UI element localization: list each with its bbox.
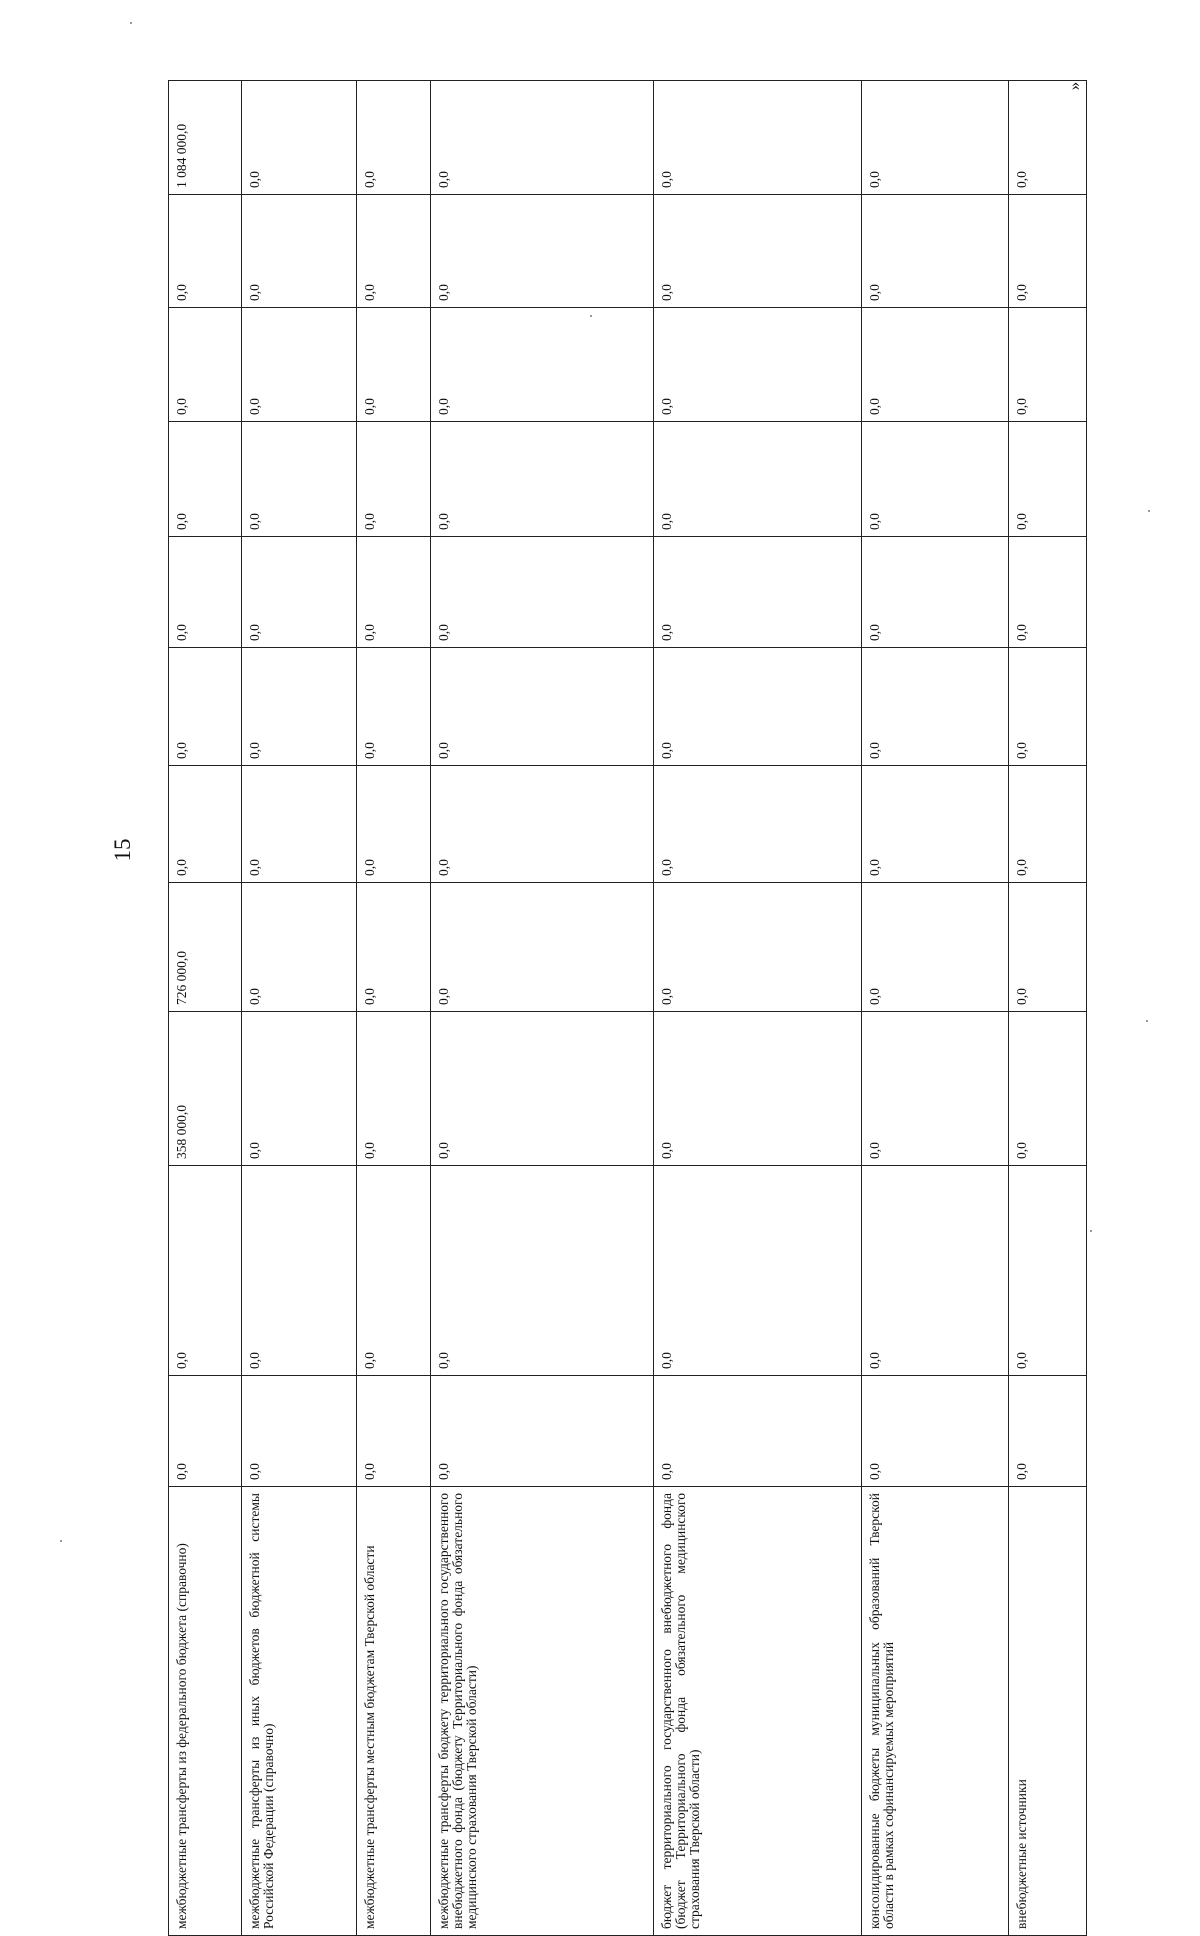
table-cell: [654, 1376, 862, 1487]
cell-value: 0,0: [1014, 742, 1029, 759]
table-cell: [431, 1376, 654, 1487]
table-cell: [357, 1376, 431, 1487]
row-label: бюджет территориального государственного внебюджетного фонда (бюджет Территориального фонда обязательного медицинского страхования Тверской области): [659, 1493, 702, 1929]
cell-value: 0,0: [436, 859, 451, 876]
table-cell: [862, 1487, 1009, 1936]
cell-value: 0,0: [362, 1463, 377, 1480]
table-cell: [357, 422, 431, 537]
table-cell: [242, 81, 357, 195]
scan-speck: [130, 22, 132, 24]
cell-value: 0,0: [247, 624, 262, 641]
cell-value: 0,0: [867, 513, 882, 530]
cell-value: 0,0: [867, 988, 882, 1005]
cell-value: 0,0: [659, 742, 674, 759]
cell-value: 0,0: [659, 171, 674, 188]
cell-value: 0,0: [174, 398, 189, 415]
cell-value: 0,0: [1014, 284, 1029, 301]
table-cell: [431, 81, 654, 195]
table-row: [169, 1012, 1087, 1166]
cell-value: 0,0: [362, 988, 377, 1005]
table-cell: [862, 1012, 1009, 1166]
table-cell: [242, 766, 357, 883]
cell-value: 0,0: [247, 859, 262, 876]
cell-value: 0,0: [1014, 1463, 1029, 1480]
table-cell: [242, 1166, 357, 1376]
cell-value: 0,0: [362, 742, 377, 759]
cell-value: 0,0: [436, 171, 451, 188]
cell-value: 0,0: [659, 284, 674, 301]
table-cell: [862, 766, 1009, 883]
cell-value: 0,0: [659, 398, 674, 415]
cell-value: 0,0: [867, 1352, 882, 1369]
table-cell: [357, 195, 431, 308]
cell-value: 0,0: [436, 513, 451, 530]
table-cell: [654, 537, 862, 648]
cell-value: 0,0: [362, 513, 377, 530]
table-cell: [1009, 648, 1087, 766]
cell-value: 0,0: [247, 513, 262, 530]
cell-value: 0,0: [867, 171, 882, 188]
cell-value: 0,0: [247, 988, 262, 1005]
table-cell: [654, 1166, 862, 1376]
cell-value: 0,0: [362, 398, 377, 415]
table-row: [169, 81, 1087, 195]
row-label: межбюджетные трансферты бюджету территориального государственного внебюджетного фонда (бюджету Территориального фонда обязательного медицинского страхования Тверской области): [436, 1493, 479, 1929]
cell-value: 0,0: [659, 624, 674, 641]
cell-value: 0,0: [1014, 1142, 1029, 1159]
table-cell: [1009, 81, 1087, 195]
table-cell: [357, 648, 431, 766]
cell-value: 0,0: [362, 1142, 377, 1159]
table-cell: [169, 1012, 242, 1166]
table-cell: [862, 1376, 1009, 1487]
table-cell: [431, 1166, 654, 1376]
cell-value: 358 000,0: [174, 1105, 189, 1159]
table-cell: [242, 883, 357, 1012]
table-cell: [654, 1487, 862, 1936]
cell-value: 0,0: [659, 859, 674, 876]
table-cell: [242, 308, 357, 422]
cell-value: 0,0: [247, 171, 262, 188]
table-cell: [654, 81, 862, 195]
table-cell: [654, 648, 862, 766]
table-cell: [431, 422, 654, 537]
table-cell: [431, 883, 654, 1012]
table-cell: [169, 1487, 242, 1936]
cell-value: 0,0: [436, 284, 451, 301]
cell-value: 0,0: [867, 1142, 882, 1159]
table-cell: [169, 648, 242, 766]
table-cell: [242, 537, 357, 648]
cell-value: 0,0: [867, 742, 882, 759]
cell-value: 0,0: [174, 513, 189, 530]
table-cell: [431, 195, 654, 308]
table-cell: [1009, 422, 1087, 537]
cell-value: 0,0: [659, 1352, 674, 1369]
cell-value: 0,0: [362, 859, 377, 876]
table-cell: [169, 1166, 242, 1376]
table-cell: [862, 81, 1009, 195]
table-cell: [1009, 1376, 1087, 1487]
cell-value: 0,0: [1014, 624, 1029, 641]
table-cell: [357, 81, 431, 195]
cell-value: 0,0: [247, 1352, 262, 1369]
cell-value: 0,0: [436, 1352, 451, 1369]
table-cell: [242, 1012, 357, 1166]
table-cell: [654, 766, 862, 883]
table-cell: [654, 308, 862, 422]
cell-value: 0,0: [436, 398, 451, 415]
table-cell: [862, 883, 1009, 1012]
cell-value: 0,0: [362, 171, 377, 188]
table-cell: [169, 81, 242, 195]
table-cell: [1009, 1487, 1087, 1936]
table-cell: [1009, 883, 1087, 1012]
table-cell: [169, 195, 242, 308]
cell-value: 0,0: [867, 859, 882, 876]
scan-speck: [1146, 1020, 1148, 1022]
cell-value: 0,0: [659, 1463, 674, 1480]
cell-value: 0,0: [174, 742, 189, 759]
table-cell: [1009, 537, 1087, 648]
table-cell: [654, 195, 862, 308]
cell-value: 0,0: [867, 284, 882, 301]
cell-value: 0,0: [1014, 988, 1029, 1005]
row-label: межбюджетные трансферты из федерального бюджета (справочно): [174, 1543, 189, 1929]
cell-value: 0,0: [659, 513, 674, 530]
table-cell: [357, 1487, 431, 1936]
table-cell: [169, 883, 242, 1012]
table-cell: [862, 308, 1009, 422]
table-cell: [1009, 308, 1087, 422]
table-cell: [1009, 766, 1087, 883]
table-cell: [431, 537, 654, 648]
table-row: [169, 766, 1087, 883]
cell-value: 0,0: [436, 624, 451, 641]
table-cell: [862, 537, 1009, 648]
scan-speck: [1090, 1230, 1092, 1232]
table-cell: [357, 883, 431, 1012]
cell-value: 0,0: [247, 1463, 262, 1480]
cell-value: 0,0: [436, 742, 451, 759]
cell-value: 0,0: [1014, 1352, 1029, 1369]
table-cell: [862, 195, 1009, 308]
corner-mark: »: [1064, 81, 1084, 91]
table-cell: [357, 766, 431, 883]
cell-value: 0,0: [867, 1463, 882, 1480]
table-cell: [431, 1487, 654, 1936]
table-row: [169, 195, 1087, 308]
table-row: [169, 1166, 1087, 1376]
table-row: [169, 422, 1087, 537]
table-cell: [169, 308, 242, 422]
table-cell: [862, 1166, 1009, 1376]
table-cell: [357, 537, 431, 648]
table-row: [169, 648, 1087, 766]
cell-value: 726 000,0: [174, 951, 189, 1005]
table-cell: [654, 883, 862, 1012]
table-row: [169, 308, 1087, 422]
cell-value: 0,0: [1014, 859, 1029, 876]
scan-speck: [1148, 510, 1150, 512]
table-cell: [169, 766, 242, 883]
funding-table: [168, 80, 1087, 1936]
table-row: [169, 537, 1087, 648]
cell-value: 0,0: [867, 398, 882, 415]
cell-value: 0,0: [436, 988, 451, 1005]
table-cell: [242, 648, 357, 766]
table-cell: [357, 1012, 431, 1166]
table-cell: [431, 766, 654, 883]
cell-value: 0,0: [1014, 513, 1029, 530]
cell-value: 0,0: [659, 1142, 674, 1159]
row-label: межбюджетные трансферты из иных бюджетов бюджетной системы Российской Федерации (справочно): [247, 1493, 276, 1929]
table-cell: [242, 195, 357, 308]
table-cell: [357, 1166, 431, 1376]
table-cell: [654, 1012, 862, 1166]
table-cell: [242, 1376, 357, 1487]
cell-value: 0,0: [1014, 171, 1029, 188]
page-number: 15: [110, 838, 135, 862]
cell-value: 0,0: [436, 1142, 451, 1159]
cell-value: 0,0: [867, 624, 882, 641]
table-cell: [654, 422, 862, 537]
table-cell: [862, 648, 1009, 766]
table-cell: [169, 1376, 242, 1487]
cell-value: 1 084 000,0: [174, 123, 189, 188]
cell-value: 0,0: [247, 284, 262, 301]
table-cell: [431, 648, 654, 766]
row-label: консолидированные бюджеты муниципальных образований Тверской области в рамках софинансируемых мероприятий: [867, 1493, 896, 1929]
cell-value: 0,0: [362, 624, 377, 641]
cell-value: 0,0: [436, 1463, 451, 1480]
table-cell: [1009, 195, 1087, 308]
table-row: [169, 883, 1087, 1012]
cell-value: 0,0: [247, 398, 262, 415]
cell-value: 0,0: [174, 1463, 189, 1480]
cell-value: 0,0: [362, 284, 377, 301]
row-label: внебюджетные источники: [1014, 1779, 1029, 1929]
cell-value: 0,0: [247, 1142, 262, 1159]
table-cell: [357, 308, 431, 422]
cell-value: 0,0: [174, 624, 189, 641]
table-row: [169, 1376, 1087, 1487]
table-cell: [242, 422, 357, 537]
cell-value: 0,0: [1014, 398, 1029, 415]
cell-value: 0,0: [247, 742, 262, 759]
table-cell: [169, 422, 242, 537]
table-cell: [431, 308, 654, 422]
cell-value: 0,0: [362, 1352, 377, 1369]
table-cell: [1009, 1012, 1087, 1166]
scan-speck: [60, 1540, 62, 1542]
cell-value: 0,0: [174, 284, 189, 301]
row-label: межбюджетные трансферты местным бюджетам Тверской области: [362, 1545, 377, 1929]
table-cell: [242, 1487, 357, 1936]
table-cell: [1009, 1166, 1087, 1376]
table-cell: [862, 422, 1009, 537]
table-cell: [169, 537, 242, 648]
cell-value: 0,0: [174, 859, 189, 876]
cell-value: 0,0: [174, 1352, 189, 1369]
cell-value: 0,0: [659, 988, 674, 1005]
table-cell: [431, 1012, 654, 1166]
